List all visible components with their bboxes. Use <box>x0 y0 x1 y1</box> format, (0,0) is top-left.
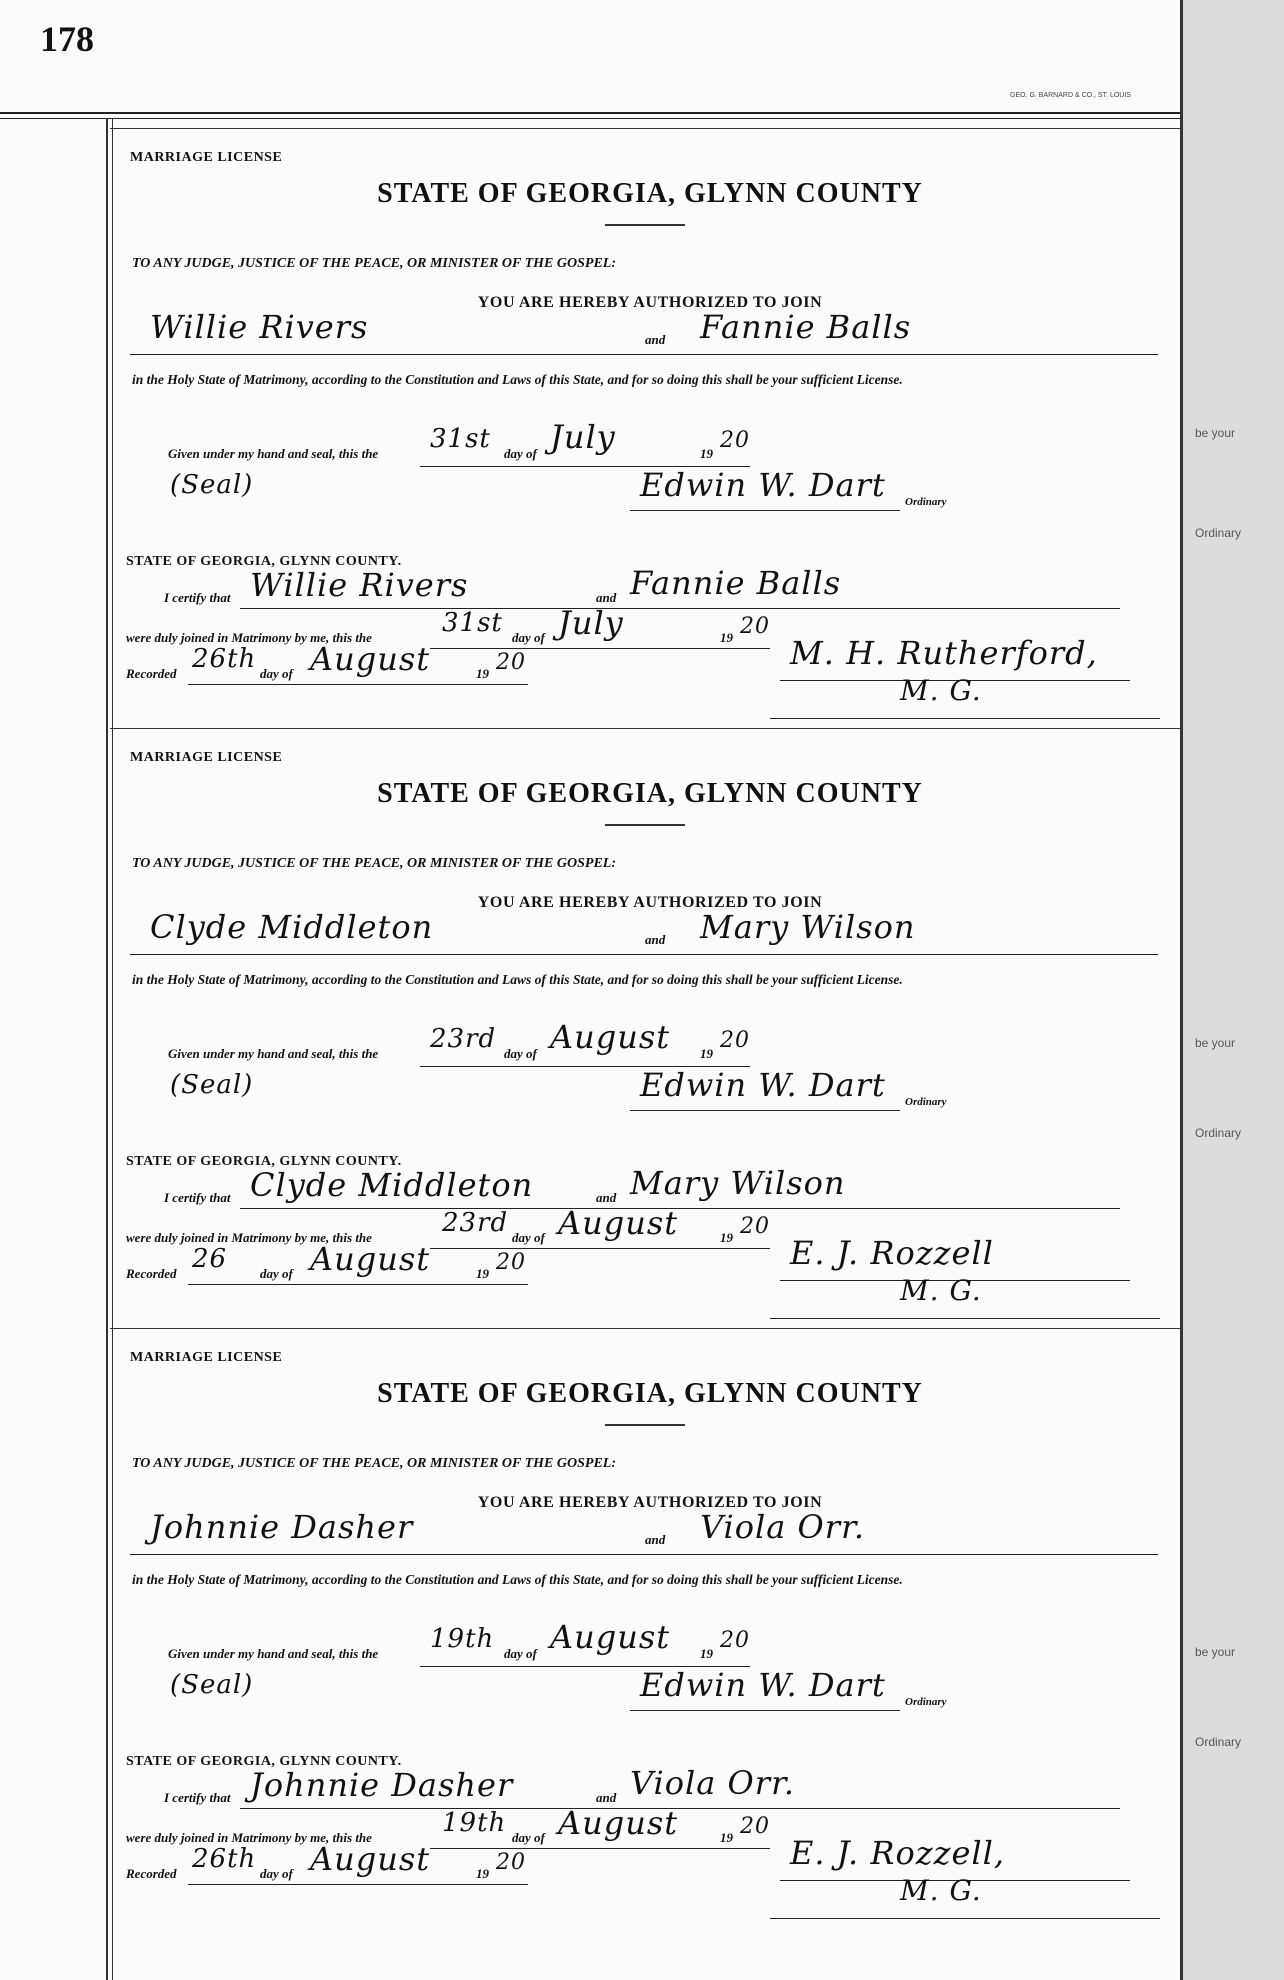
certify-label: I certify that <box>164 1190 231 1205</box>
license-month: August <box>550 1618 671 1656</box>
authorization-line: YOU ARE HEREBY AUTHORIZED TO JOIN <box>477 1494 823 1511</box>
married-date-line <box>430 1248 770 1249</box>
recorded-date-line <box>188 684 528 685</box>
printer-mark: GEO. G. BARNARD & CO., ST. LOUIS <box>1010 92 1131 99</box>
married-year: 20 <box>740 1214 770 1239</box>
and-label: and <box>645 932 666 947</box>
state-header: STATE OF GEORGIA, GLYNN COUNTY. <box>126 1754 402 1769</box>
officiant-title: M. G. <box>900 1274 982 1307</box>
license-month: July <box>550 418 616 456</box>
names-line <box>130 954 1158 955</box>
bride-name: Viola Orr. <box>700 1508 866 1546</box>
authorization-line: YOU ARE HEREBY AUTHORIZED TO JOIN <box>477 294 823 311</box>
day-of-label: day of <box>260 1866 293 1881</box>
year-prefix: 19 <box>720 1230 733 1245</box>
certify-bride: Viola Orr. <box>630 1764 796 1802</box>
ordinary-signature: Edwin W. Dart <box>640 1666 886 1704</box>
ordinary-label: Ordinary <box>905 496 947 508</box>
state-header: STATE OF GEORGIA, GLYNN COUNTY. <box>126 1154 402 1169</box>
facing-fragment: Ordinary <box>1195 1126 1242 1140</box>
certify-bride: Fannie Balls <box>630 564 842 602</box>
marriage-record <box>126 728 1170 1328</box>
certify-bride: Mary Wilson <box>630 1164 846 1202</box>
license-month: August <box>550 1018 671 1056</box>
day-of-label: day of <box>260 666 293 681</box>
day-of-label: day of <box>260 1266 293 1281</box>
license-day: 19th <box>430 1624 495 1654</box>
married-month: August <box>558 1204 679 1242</box>
matrimony-clause: in the Holy State of Matrimony, according to the Constitution and Laws of this State, and for so doing this shall be your sufficient License. <box>132 372 903 387</box>
matrimony-clause: in the Holy State of Matrimony, according to the Constitution and Laws of this State, and for so doing this shall be your sufficient License. <box>132 1572 903 1587</box>
and-label: and <box>596 1790 617 1805</box>
addressee-line: TO ANY JUDGE, JUSTICE OF THE PEACE, OR MINISTER OF THE GOSPEL: <box>132 256 616 271</box>
recorded-year: 20 <box>496 1850 526 1875</box>
record-separator <box>110 728 1180 729</box>
married-day: 31st <box>442 608 503 638</box>
officiant-signature: E. J. Rozzell <box>790 1234 994 1272</box>
recorded-label: Recorded <box>126 1266 177 1281</box>
and-label: and <box>645 332 666 347</box>
seal-mark: (Seal) <box>170 1070 254 1100</box>
year-prefix: 19 <box>476 1866 489 1881</box>
married-year: 20 <box>740 1814 770 1839</box>
names-line <box>130 1554 1158 1555</box>
recorded-month: August <box>310 1840 431 1878</box>
facing-fragment: be your <box>1195 1036 1236 1050</box>
recorded-label: Recorded <box>126 666 177 681</box>
recorded-month: August <box>310 640 431 678</box>
facing-fragment: Ordinary <box>1195 526 1242 540</box>
day-of-label: day of <box>504 1646 537 1661</box>
left-margin-rule-thin <box>112 118 113 1980</box>
given-under-label: Given under my hand and seal, this the <box>168 1646 379 1661</box>
title-dash <box>605 1424 685 1426</box>
signature-line <box>630 1710 900 1711</box>
and-label: and <box>645 1532 666 1547</box>
given-under-label: Given under my hand and seal, this the <box>168 1046 379 1061</box>
signature-line <box>630 510 900 511</box>
top-rule <box>0 112 1180 114</box>
recorded-year: 20 <box>496 650 526 675</box>
state-header: STATE OF GEORGIA, GLYNN COUNTY. <box>126 554 402 569</box>
license-year: 20 <box>720 1628 750 1653</box>
bride-name: Fannie Balls <box>700 308 912 346</box>
recorded-date-line <box>188 1884 528 1885</box>
bride-name: Mary Wilson <box>700 908 916 946</box>
marriage-record <box>126 1328 1170 1928</box>
page-number: 178 <box>40 19 94 59</box>
facing-fragment: be your <box>1195 426 1236 440</box>
groom-name: Clyde Middleton <box>150 908 434 946</box>
ordinary-signature: Edwin W. Dart <box>640 466 886 504</box>
facing-fragment: Ordinary <box>1195 1735 1242 1749</box>
recorded-day: 26 <box>192 1244 228 1274</box>
signature-line <box>630 1110 900 1111</box>
license-day: 31st <box>430 424 491 454</box>
and-label: and <box>596 590 617 605</box>
day-of-label: day of <box>504 446 537 461</box>
officiant-title: M. G. <box>900 1874 982 1907</box>
officiant-title-line <box>770 1918 1160 1919</box>
recorded-label: Recorded <box>126 1866 177 1881</box>
facing-fragment: be your <box>1195 1645 1236 1659</box>
given-under-label: Given under my hand and seal, this the <box>168 446 379 461</box>
and-label: and <box>596 1190 617 1205</box>
groom-name: Willie Rivers <box>150 308 369 346</box>
state-county-title: STATE OF GEORGIA, GLYNN COUNTY <box>377 778 923 809</box>
authorization-line: YOU ARE HEREBY AUTHORIZED TO JOIN <box>477 894 823 911</box>
year-prefix: 19 <box>476 1266 489 1281</box>
married-month: August <box>558 1804 679 1842</box>
license-year: 20 <box>720 1028 750 1053</box>
officiant-title-line <box>770 1318 1160 1319</box>
certify-line <box>240 1808 1120 1809</box>
seal-mark: (Seal) <box>170 470 254 500</box>
married-year: 20 <box>740 614 770 639</box>
day-of-label: day of <box>512 1830 545 1845</box>
recorded-day: 26th <box>192 1844 257 1874</box>
groom-name: Johnnie Dasher <box>150 1508 414 1546</box>
addressee-line: TO ANY JUDGE, JUSTICE OF THE PEACE, OR MINISTER OF THE GOSPEL: <box>132 1456 616 1471</box>
certify-line <box>240 608 1120 609</box>
married-date-line <box>430 648 770 649</box>
officiant-title-line <box>770 718 1160 719</box>
state-county-title: STATE OF GEORGIA, GLYNN COUNTY <box>377 1378 923 1409</box>
ordinary-signature: Edwin W. Dart <box>640 1066 886 1104</box>
left-margin-rule <box>106 118 108 1980</box>
certify-label: I certify that <box>164 590 231 605</box>
officiant-signature: E. J. Rozzell, <box>790 1834 1006 1872</box>
year-prefix: 19 <box>700 1646 713 1661</box>
record-separator <box>110 128 1180 129</box>
state-county-title: STATE OF GEORGIA, GLYNN COUNTY <box>377 178 923 209</box>
certify-groom: Johnnie Dasher <box>250 1766 514 1804</box>
license-year: 20 <box>720 428 750 453</box>
duly-joined-label: were duly joined in Matrimony by me, this the <box>126 1230 372 1245</box>
ordinary-label: Ordinary <box>905 1096 947 1108</box>
married-day: 19th <box>442 1808 507 1838</box>
recorded-month: August <box>310 1240 431 1278</box>
top-rule-thin <box>0 118 1180 119</box>
marriage-license-heading: MARRIAGE LICENSE <box>130 1350 283 1365</box>
year-prefix: 19 <box>720 630 733 645</box>
duly-joined-label: were duly joined in Matrimony by me, this the <box>126 1830 372 1845</box>
ordinary-label: Ordinary <box>905 1696 947 1708</box>
married-day: 23rd <box>442 1208 509 1238</box>
recorded-day: 26th <box>192 644 257 674</box>
seal-mark: (Seal) <box>170 1670 254 1700</box>
year-prefix: 19 <box>700 1046 713 1061</box>
officiant-signature: M. H. Rutherford, <box>790 634 1098 672</box>
year-prefix: 19 <box>700 446 713 461</box>
day-of-label: day of <box>512 630 545 645</box>
officiant-title: M. G. <box>900 674 982 707</box>
marriage-license-heading: MARRIAGE LICENSE <box>130 150 283 165</box>
license-day: 23rd <box>430 1024 497 1054</box>
matrimony-clause: in the Holy State of Matrimony, according to the Constitution and Laws of this State, and for so doing this shall be your sufficient License. <box>132 972 903 987</box>
duly-joined-label: were duly joined in Matrimony by me, this the <box>126 630 372 645</box>
certify-label: I certify that <box>164 1790 231 1805</box>
day-of-label: day of <box>504 1046 537 1061</box>
recorded-date-line <box>188 1284 528 1285</box>
married-month: July <box>558 604 624 642</box>
marriage-license-heading: MARRIAGE LICENSE <box>130 750 283 765</box>
recorded-year: 20 <box>496 1250 526 1275</box>
married-date-line <box>430 1848 770 1849</box>
title-dash <box>605 824 685 826</box>
year-prefix: 19 <box>476 666 489 681</box>
marriage-record <box>126 128 1170 728</box>
names-line <box>130 354 1158 355</box>
title-dash <box>605 224 685 226</box>
record-separator <box>110 1328 1180 1329</box>
certify-groom: Willie Rivers <box>250 566 469 604</box>
facing-page <box>1183 0 1284 1980</box>
addressee-line: TO ANY JUDGE, JUSTICE OF THE PEACE, OR MINISTER OF THE GOSPEL: <box>132 856 616 871</box>
certify-line <box>240 1208 1120 1209</box>
certify-groom: Clyde Middleton <box>250 1166 534 1204</box>
year-prefix: 19 <box>720 1830 733 1845</box>
day-of-label: day of <box>512 1230 545 1245</box>
